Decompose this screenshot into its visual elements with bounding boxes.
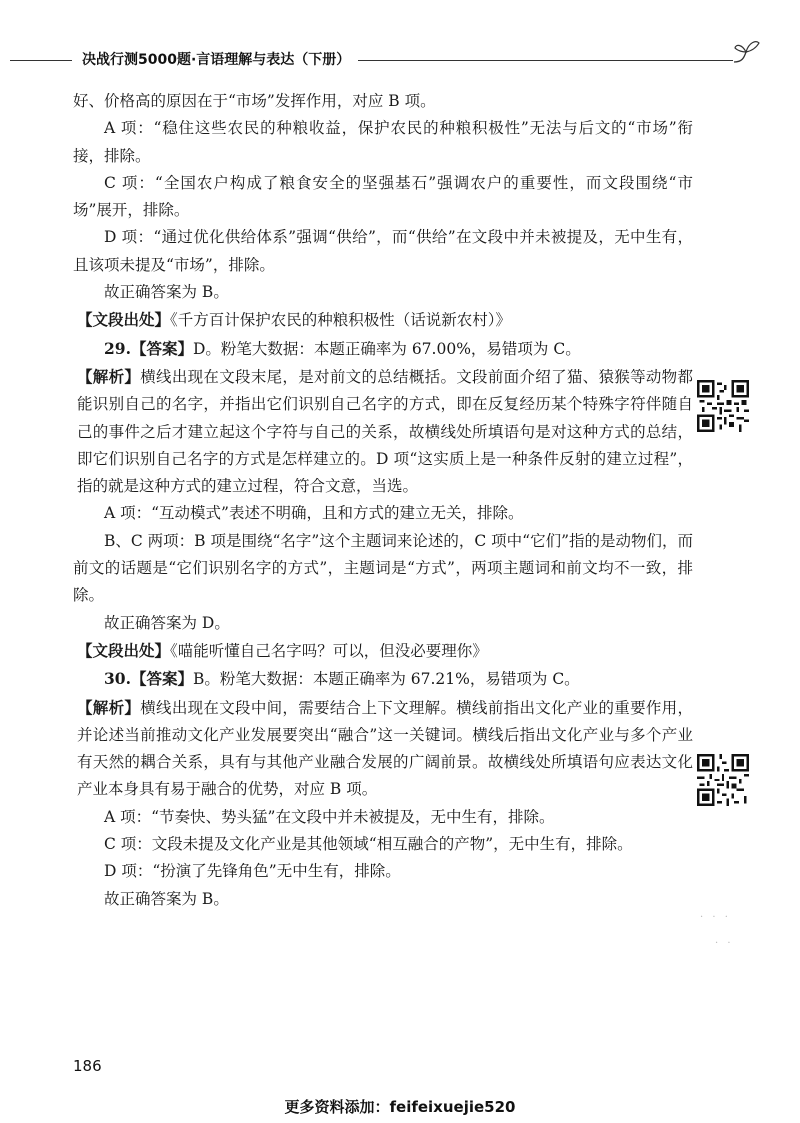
paragraph: D 项：“通过优化供给体系”强调“供给”，而“供给”在文段中并未被提及，无中生有，且该项未提及“市场”，排除。 [73,228,693,274]
answer-line: 29.【答案】D。粉笔大数据：本题正确率为 67.00%，易错项为 C。 [104,338,581,358]
answer-line: 30.【答案】B。粉笔大数据：本题正确率为 67.21%，易错项为 C。 [104,669,580,689]
qr-code-icon[interactable] [697,754,749,806]
analysis-label: 【解析】 [77,366,141,386]
paragraph: 故正确答案为 B。 [104,283,229,302]
footer-note: 更多资料添加：feifeixuejie520 [284,1098,516,1116]
answer-label: 29.【答案】 [104,338,193,358]
paragraph: A 项：“互动模式”表述不明确，且和方式的建立无关，排除。 [104,504,524,523]
running-header [10,48,750,74]
answer-label: 30.【答案】 [104,669,193,689]
analysis-paragraph: 【解析】横线出现在文段末尾，是对前文的总结概括。文段前面介绍了猫、猿猴等动物都能识别自己的名字，并指出它们识别自己名字的方式，即在反复经历某个特殊字符伴随自己的事件之后才建立起这个字符与自己的关系，故横线处所填语句是对这种方式的总结，即它们识别自己名字的方式是怎样建立的。D 项“这实质上是一种条件反射的建立过程”，指的就是这种方式的建立过程，符合文意，当选。 [77,366,693,496]
paragraph: B、C 两项：B 项是围绕“名字”这个主题词来论述的，C 项中“它们”指的是动物们，而前文的话题是“它们识别名字的方式”，主题词是“方式”，两项主题词和前文均不一致，排除。 [73,531,693,605]
source-note: 【文段出处】《千方百计保护农民的种粮积极性（话说新农村）》 [77,310,512,330]
analysis-paragraph: 【解析】横线出现在文段中间，需要结合上下文理解。横线前指出文化产业的重要作用，并论述当前推动文化产业发展要突出“融合”这一关键词。横线后指出文化产业与多个产业有天然的耦合关系，具有与其他产业融合发展的广阔前景。故横线处所填语句应表达文化产业本身具有易于融合的优势，对应 B 项。 [77,697,693,799]
paragraph: A 项：“节奏快、势头猛”在文段中并未被提及，无中生有，排除。 [104,807,555,826]
sprout-icon [732,36,762,66]
source-label: 【文段出处】 [77,640,171,660]
source-label: 【文段出处】 [77,310,171,330]
answer-explanations [73,88,693,913]
paragraph: 故正确答案为 B。 [104,889,229,908]
book-title: 决战行测5000题·言语理解与表达（下册） [82,52,351,68]
paragraph: C 项：文段未提及文化产业是其他领域“相互融合的产物”，无中生有，排除。 [104,835,633,854]
paragraph: 故正确答案为 D。 [104,613,230,632]
paragraph: A 项：“稳住这些农民的种粮收益，保护农民的种粮积极性”无法与后文的“市场”衔接，排除。 [73,119,693,165]
scan-speckle: · · · [700,912,731,923]
paragraph: D 项：“扮演了先锋角色”无中生有，排除。 [104,862,401,881]
paragraph: 好、价格高的原因在于“市场”发挥作用，对应 B 项。 [73,92,436,110]
qr-code-icon[interactable] [697,380,749,432]
analysis-label: 【解析】 [77,697,141,717]
header-rule-left [10,60,72,61]
paragraph: C 项：“全国农户构成了粮食安全的坚强基石”强调农户的重要性，而文段围绕“市场”展开，排除。 [73,173,693,220]
page-number: 186 [73,1057,102,1075]
scan-speckle: · · [715,938,734,949]
source-note: 【文段出处】《喵能听懂自己名字吗？可以，但没必要理你》 [77,640,488,660]
header-rule-right [358,60,733,61]
